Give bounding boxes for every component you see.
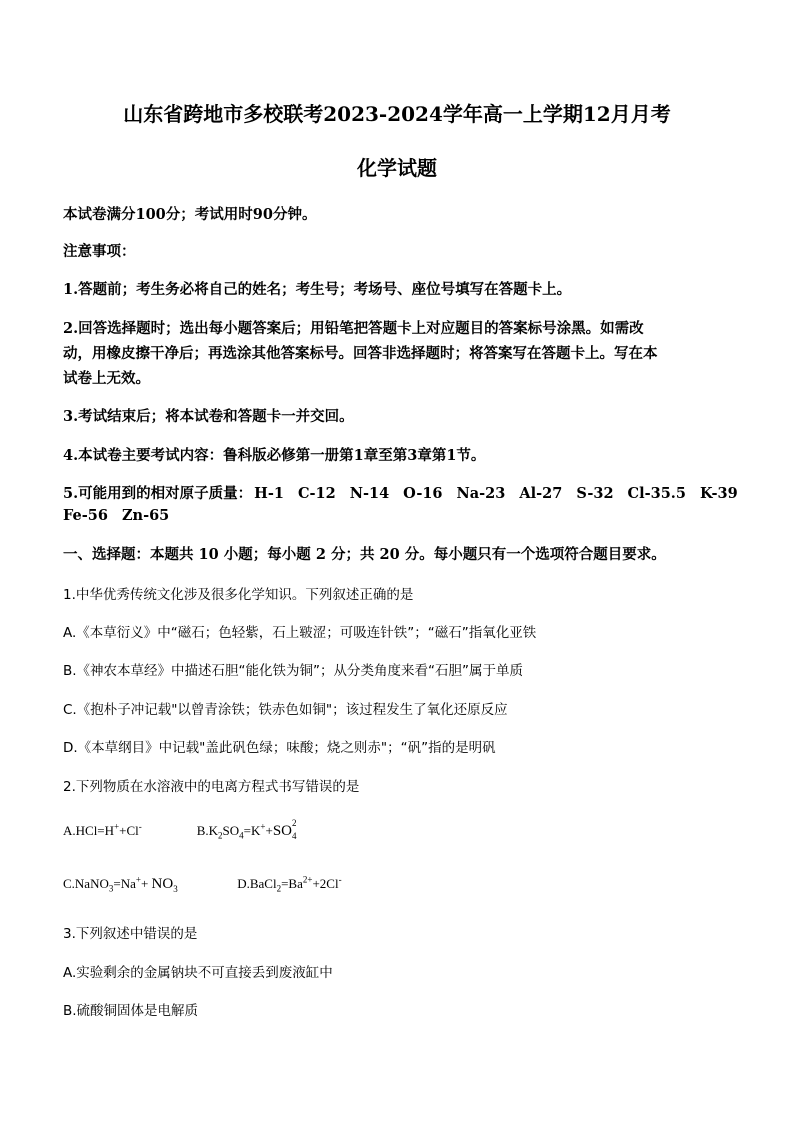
q2-option-b: $B.K_2SO_4=K^++SO$ 2 4 [196, 818, 297, 842]
mass-fe: Fe-56 [63, 507, 108, 524]
mass-s: S-32 [576, 485, 614, 502]
mass-cl: Cl-35.5 [627, 485, 686, 502]
section-heading: 一、选择题：本题共 10 小题；每小题 2 分；共 20 分。每小题只有一个选项符合题目要求。 [63, 546, 666, 563]
q1-option-d: D.《本草纲目》中记载"盖此矾色绿；味酸；烧之则赤"；“矾”指的是明矾 [63, 740, 496, 756]
mass-h: H-1 [254, 485, 284, 502]
q2-option-c: C.NaNO$_3$=Na++ NO 3 [63, 874, 178, 895]
mass-zn: Zn-65 [121, 507, 170, 524]
atomic-mass-line-1 [63, 482, 752, 503]
note-2-line-3: 试卷上无效。 [63, 370, 150, 387]
note-2-line-2: 动，用橡皮擦干净后；再选涂其他答案标号。回答非选择题时；将答案写在答题卡上。写在本 [63, 345, 658, 362]
note-1: 1.答题前；考生务必将自己的姓名；考生号；考场号、座位号填写在答题卡上。 [63, 281, 572, 298]
q2-options-ab [63, 818, 304, 842]
q2-options-cd [63, 876, 342, 893]
mass-c: C-12 [297, 485, 336, 502]
sulfate-ion: SO [272, 823, 293, 839]
nitrate-ion: NO [151, 876, 174, 892]
mass-k: K-39 [699, 485, 738, 502]
q1-option-c: C.《抱朴子冲记载"以曾青涂铁；铁赤色如铜"；该过程发生了氧化还原反应 [63, 702, 508, 718]
mass-na: Na-23 [456, 485, 506, 502]
note-3: 3.考试结束后；将本试卷和答题卡一并交回。 [63, 408, 354, 425]
q3-stem: 3.下列叙述中错误的是 [63, 926, 198, 942]
mass-n: N-14 [349, 485, 390, 502]
atomic-mass-line-2 [63, 507, 183, 524]
note-2-line-1: 2.回答选择题时；选出每小题答案后；用铅笔把答题卡上对应题目的答案标号涂黑。如需改 [63, 320, 644, 337]
notes-heading: 注意事项： [63, 243, 136, 260]
q3-option-a: A.实验剩余的金属钠块不可直接丢到废液缸中 [63, 965, 333, 981]
q2-option-a: A.HCl=H++Cl- [63, 821, 142, 838]
note-4: 4.本试卷主要考试内容：鲁科版必修第一册第1章至第3章第1节。 [63, 447, 486, 464]
mass-o: O-16 [403, 485, 443, 502]
q1-option-b: B.《神农本草经》中描述石胆“能化铁为铜”；从分类角度来看“石胆”属于单质 [63, 663, 524, 679]
page-title: 山东省跨地市多校联考2023-2024学年高一上学期12月月考 [123, 102, 671, 126]
mass-al: Al-27 [519, 485, 563, 502]
q3-option-b: B.硫酸铜固体是电解质 [63, 1003, 199, 1019]
page-subtitle: 化学试题 [357, 156, 437, 180]
q1-option-a: A.《本草衍义》中“磁石；色轻紫，石上皲涩；可吸连针铁”；“磁石”指氧化亚铁 [63, 625, 537, 641]
score-time-note: 本试卷满分100分；考试用时90分钟。 [63, 206, 317, 223]
atomic-mass-label: 5.可能用到的相对原子质量： [63, 485, 253, 502]
q2-option-d: $D.BaCl_2=Ba^{2+}+2Cl^-$ [237, 874, 342, 894]
q2-stem: 2.下列物质在水溶液中的电离方程式书写错误的是 [63, 779, 360, 795]
q1-stem: 1.中华优秀传统文化涉及很多化学知识。下列叙述正确的是 [63, 587, 414, 603]
